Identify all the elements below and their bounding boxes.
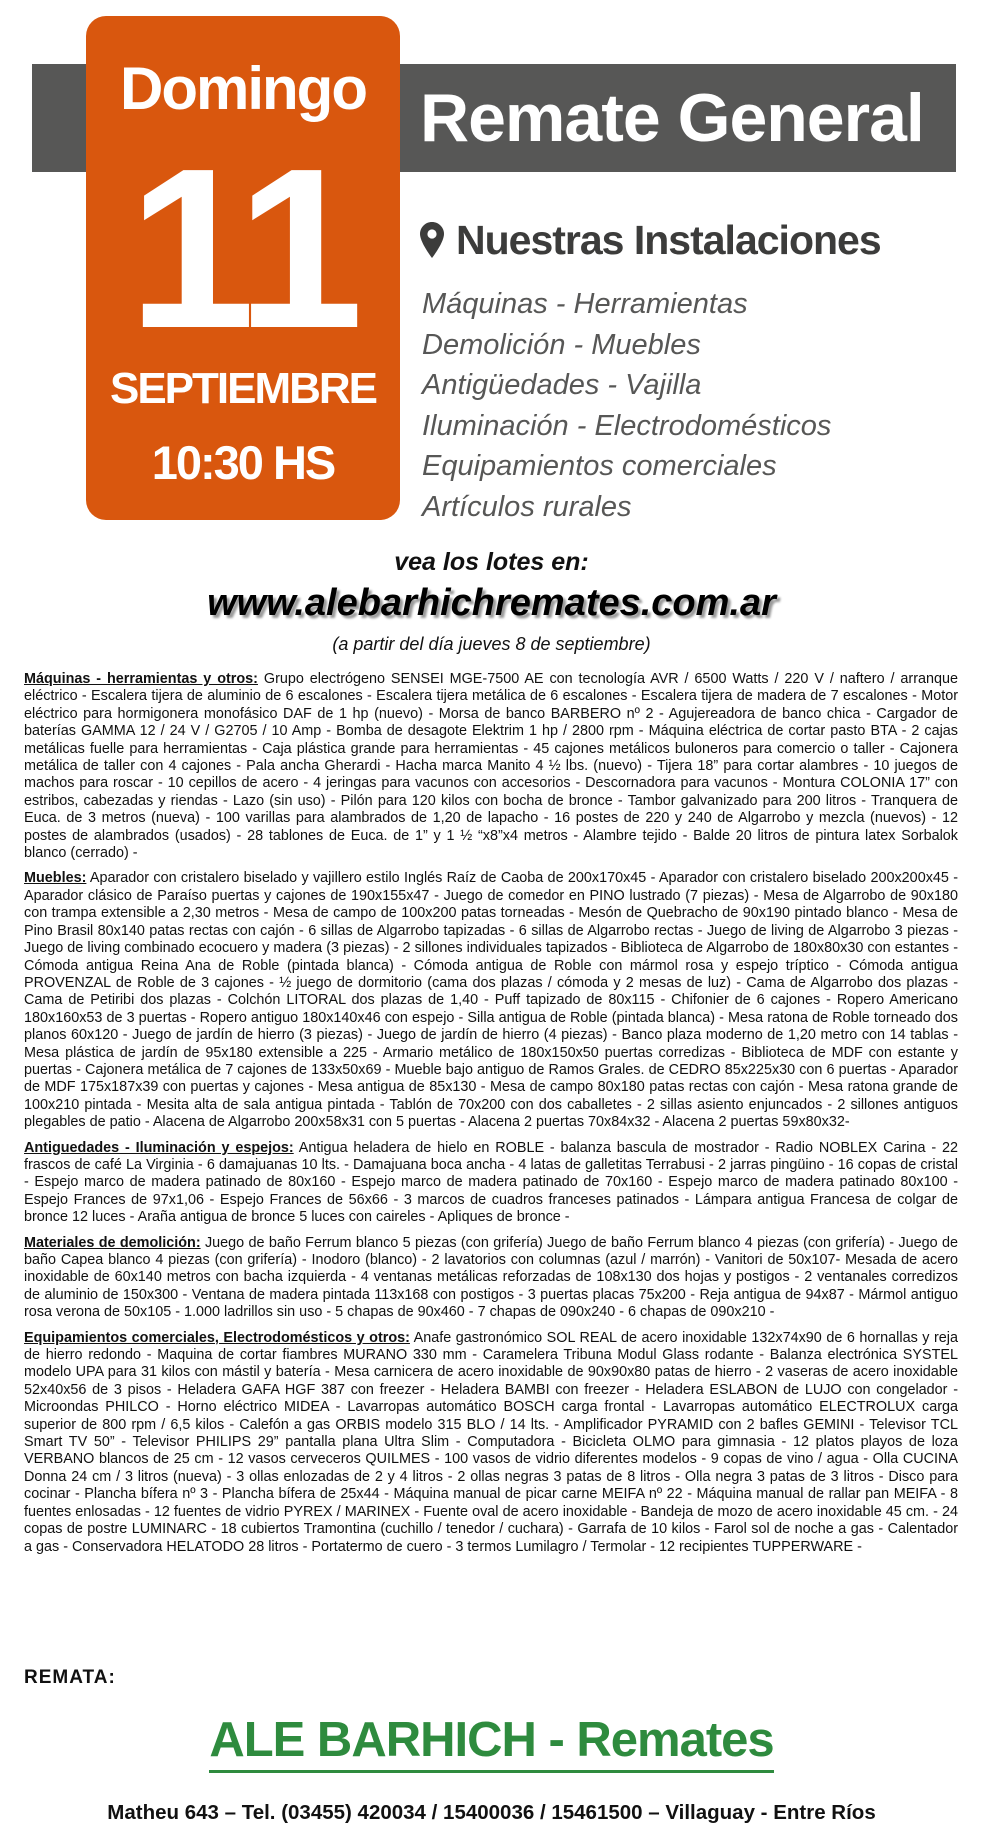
hero-banner [0,0,983,535]
category-item: Equipamientos comerciales [422,450,777,483]
location-row [420,212,881,268]
category-item: Demolición - Muebles [422,328,701,361]
contact-line: Matheu 643 – Tel. (03455) 420034 / 15400036 / 15461500 – Villaguay - Entre Ríos [107,1801,876,1824]
event-weekday: Domingo [120,55,366,122]
section-heading: Muebles: [24,870,87,887]
brand-block [0,1712,983,1773]
web-note: (a partir del día jueves 8 de septiembre) [332,634,651,654]
lot-sections [24,671,958,1564]
event-time: 10:30 HS [151,436,335,489]
section-body: Anafe gastronómico SOL REAL de acero inoxidable 132x74x90 de 6 hornallas y reja de hierro redondo - Maquina de cortar fiambres MURANO 330 mm - Caramelera Tribuna Modul Glass rodante - Balanza electrónica SYSTEL modelo UPA para 31 kilos con mástil y batería - Mesa carnicera de acero inoxidable de 90x90x80 patas de hierro - 2 vaseras de acero inoxidable 52x40x56 de 3 pisos - Heladera GAFA HGF 387 con freezer - Heladera BAMBI con freezer - Heladera ESLABON de LUJO con congelador - Microondas PHILCO - Horno eléctrico MIDEA - Lavarropas automático BOSCH carga frontal - Lavarropas automático ELECTROLUX carga superior de 800 rpm / 6,5 kilos - Calefón a gas ORBIS modelo 315 BLO / 14 lts. - Amplificador PYRAMID con 2 bafles GEMINI - Televisor TCL Smart TV 50” - Televisor PHILIPS 29” pantalla plana Ultra Slim - Computadora - Bicicleta OLMO para gimnasia - 12 platos playos de loza VERBANO blancos de 25 cm - 12 vasos cerveceros QUILMES - 100 vasos de vidrio diferentes modelos - 9 copas de vino / agua - Olla CUCINA Donna 24 cm / 3 litros (nueva) - 3 ollas enlozadas de 2 y 4 litros - 2 ollas negras 3 patas de 8 litros - Olla negra 3 patas de 3 litros - Disco para cocinar - Plancha bífera nº 3 - Plancha bífera de 25x44 - Máquina manual de picar carne MEIFA nº 22 - Máquina manual de rallar pan MEIFA - 8 fuentes enlosadas - 12 fuentes de vidrio PYREX / MARINEX - Fuente oval de acero inoxidable - Bandeja de mozo de acero inoxidable 45 cm. - 24 copas de postre LUMINARC - 18 cubiertos Tramontina (cuchillo / tenedor / cuchara) - Garrafa de 10 kilos - Farol sol de noche a gas - Calentador a gas - Conservadora HELATODO 28 litros - Portatermo de cuero - 3 termos Lumilagro / Termolar - 12 recipientes TUPPERWARE - [24,1329,958,1555]
section-heading: Equipamientos comerciales, Electrodomésticos y otros: [24,1329,410,1346]
event-month: SEPTIEMBRE [109,364,377,413]
category-item: Artículos rurales [422,490,632,523]
category-list [422,284,831,528]
website-url[interactable]: www.alebarhichremates.com.ar [207,582,776,624]
web-lead: vea los lotes en: [394,548,589,576]
section-heading: Máquinas - herramientas y otros: [24,671,258,687]
brand-name: ALE BARHICH - Remates [209,1712,773,1773]
location-text: Nuestras Instalaciones [456,217,881,263]
remata-label: REMATA: [24,1667,116,1688]
section-maquinas [24,671,958,862]
section-body: Juego de baño Ferrum blanco 5 piezas (con grifería) Juego de baño Ferrum blanco 4 piezas (con grifería) - Juego de baño Capea blanco 4 piezas (con grifería) - Inodoro (blanco) - 2 lavatorios con columnas (azul / marrón) - Vanitori de 50x107- Mesada de acero inoxidable de 60x140 metros con bacha izquierda - 4 ventanas metálicas reforzadas de 108x130 dos hojas y postigos - 2 ventanales corredizos de aluminio de 150x300 - Ventana de madera pintada 113x168 con postigos - 3 puertas placas 75x200 - Reja antigua de 94x87 - Mármol antiguo rosa verona de 50x105 - 1.000 ladrillos sin uso - 5 chapas de 90x460 - 7 chapas de 090x240 - 6 chapas de 090x210 - [24,1234,958,1321]
section-heading: Antiguedades - Iluminación y espejos: [24,1139,294,1156]
section-body: Grupo electrógeno SENSEI MGE-7500 AE con tecnología AVR / 6500 Watts / 220 V / naftero / arranque eléctrico - Escalera tijera de aluminio de 6 escalones - Escalera tijera metálica de 6 escalones - Escalera tijera de madera de 7 escalones - Motor eléctrico para hormigonera monofásico DAF de 1 hp (nuevo) - Morsa de banco BARBERO nº 2 - Agujereadora de banco chica - Cargador de baterías GAMMA 12 / 24 V / G2705 / 10 Amp - Bomba de desagote Elektrim 1 hp / 2800 rpm - Máquina eléctrica de cortar pasto BTA - 2 cajas metálicas fuelle para herramientas - Caja plástica grande para herramientas - 45 cajones metálicos buloneros para comercio o taller - Cajonera metálica de taller con 4 cajones - Pala ancha Gherardi - Hacha marca Manito 4 ½ lbs. (nuevo) - Tijera 18” para cortar alambres - 10 juegos de machos para roscar - 10 cepillos de acero - 4 jeringas para vacunos con accesorios - Descornadora para vacunos - Montura COLONIA 17” con estribos, cabezadas y riendas - Lazo (sin uso) - Pilón para 120 kilos con bocha de bronce - Tambor galvanizado para 200 litros - Tranquera de Euca. de 3 metros (nueva) - 100 varillas para alambrados de 1,20 de lapacho - 16 postes de 220 y 240 de Algarrobo y mezcla (nuevos) - 12 postes de alambrados (usados) - 28 tablones de Euca. de 1” y 1 ½ “x8”x4 metros - Alambre tejido - Balde 20 litros de pintura latex Sorbalok blanco (cerrado) - [24,671,959,862]
section-antiguedades [24,1140,958,1227]
section-body: Antigua heladera de hielo en ROBLE - balanza bascula de mostrador - Radio NOBLEX Carina - 22 frascos de café La Virginia - 6 damajuanas 10 lts. - Damajuana boca ancha - 4 latas de galletitas Terrabusi - 2 jarras pingüino - 16 copas de cristal - Espejo marco de madera patinado de 80x160 - Espejo marco de madera patinado de 70x160 - Espejo marco de madera patinado 80x100 - Espejo Frances de 97x1,06 - Espejo Frances de 56x66 - 3 marcos de cuadros franceses patinados - Lámpara antigua Francesa de colgar de bronce 12 luces - Araña antigua de bronce 5 luces con caireles - Apliques de bronce - [24,1139,958,1226]
section-demolicion [24,1235,958,1322]
category-item: Máquinas - Herramientas [422,288,748,320]
map-pin-icon [420,222,444,258]
section-heading: Materiales de demolición: [24,1234,201,1251]
event-title: Remate General [420,80,924,156]
section-muebles [24,870,958,1131]
date-card [86,16,400,520]
category-item: Iluminación - Electrodomésticos [422,409,832,442]
section-equipamientos [24,1330,958,1556]
category-item: Antigüedades - Vajilla [422,369,702,402]
section-body: Aparador con cristalero biselado y vajillero estilo Inglés Raíz de Caoba de 200x170x45 - Aparador con cristalero biselado 200x200x45 - Aparador clásico de Paraíso puertas y cajones de 190x155x47 - Juego de comedor en PINO lustrado (7 piezas) - Mesa de Algarrobo de 90x180 con trampa extensible a 2,30 metros - Mesa de campo de 100x200 patas torneadas - Mesón de Quebracho de 90x190 pintado blanco - Mesa de Pino Brasil 80x140 patas rectas con cajón - 6 sillas de Algarrobo tapizadas - 6 sillas de Algarrobo rectas - Juego de living de Algarrobo 3 piezas - Juego de living combinado ecocuero y madera (3 piezas) - 2 sillones individuales tapizados - Biblioteca de Algarrobo de 180x80x30 con estantes - Cómoda antigua Reina Ana de Roble (pintada blanca) - Cómoda antigua de Roble con mármol rosa y espejo tríptico - Cómoda antigua PROVENZAL de Roble de 3 cajones - ½ juego de dormitorio (cama dos plazas / cómoda y 2 mesas de luz) - Cama de Algarrobo dos plazas - Cama de Petiribi dos plazas - Colchón LITORAL dos plazas de 1,40 - Puff tapizado de 80x115 - Chifonier de 6 cajones - Ropero Americano 180x160x53 de 3 puertas - Ropero antiguo 180x140x46 con espejo - Silla antigua de Roble (pintada blanca) - Mesa ratona de Roble torneado dos planos 60x120 - Juego de jardín de hierro (3 piezas) - Juego de jardín de hierro (4 piezas) - Banco plaza moderno de 1,20 metro con 14 tablas - Mesa plástica de jardín de 95x180 extensible a 225 - Armario metálico de 180x150x50 puertas corredizas - Biblioteca de MDF con estante y puertas - Cajonera metálica de 7 cajones de 133x50x69 - Mueble bajo antiguo de Ramos Grales. de CEDRO 85x225x30 con 6 puertas - Aparador de MDF 175x187x39 con puertas y cajones - Mesa antigua de 85x130 - Mesa de campo 80x180 patas rectas con cajón - Mesa ratona grande de 100x210 pintada - Mesita alta de sala antigua pintada - Tablón de 70x200 con dos caballetes - 2 sillas asiento enjuncados - 2 sillones antiguos plegables de patio - Alacena de Algarrobo 200x58x31 con 5 puertas - Alacena 2 puertas 70x84x32 - Alacena 2 puertas 59x80x32- [24,870,958,1131]
event-day: 11 [128,122,358,376]
